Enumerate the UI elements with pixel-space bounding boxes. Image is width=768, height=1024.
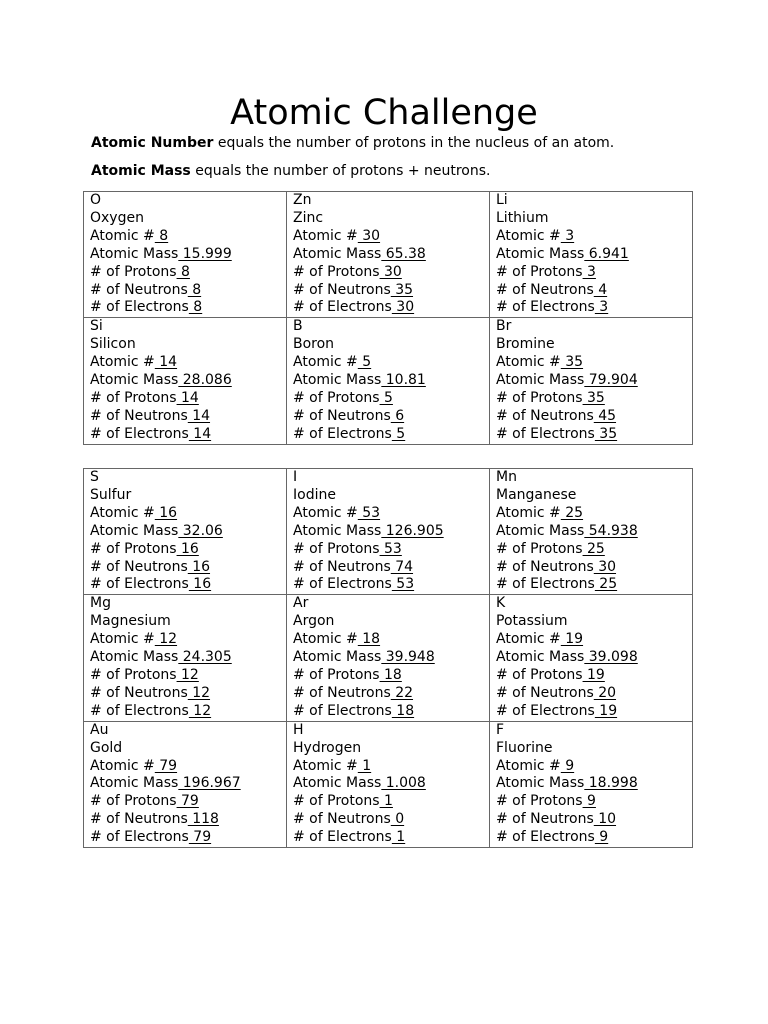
- element-cell: [84, 318, 287, 444]
- electrons-line: [496, 703, 692, 721]
- protons-label: # of Protons: [496, 389, 583, 406]
- protons-value: 79: [176, 793, 199, 810]
- element-symbol: Mg: [90, 595, 111, 612]
- atomic-mass-value: 65.38: [381, 245, 426, 262]
- element-symbol: Br: [496, 318, 512, 335]
- atomic-number-value: 18: [357, 631, 381, 648]
- neutrons-value: 10: [593, 811, 617, 828]
- atomic-number-line: [293, 354, 489, 372]
- neutrons-line: [90, 282, 286, 300]
- electrons-value: 9: [594, 829, 609, 846]
- definition-text: equals the number of protons in the nucleus of an atom.: [213, 135, 615, 151]
- atomic-mass-line: [496, 775, 692, 793]
- neutrons-value: 8: [187, 281, 202, 298]
- atomic-number-value: 25: [560, 504, 584, 521]
- neutrons-value: 4: [593, 281, 608, 298]
- atomic-mass-label: Atomic Mass: [293, 522, 382, 539]
- atomic-mass-line: [90, 775, 286, 793]
- protons-value: 30: [379, 263, 402, 280]
- electrons-line: [90, 426, 286, 444]
- atomic-number-value: 1: [357, 757, 372, 774]
- atomic-number-value: 79: [154, 757, 178, 774]
- atomic-mass-line: [293, 523, 489, 541]
- atomic-mass-label: Atomic Mass: [90, 245, 179, 262]
- element-name: Sulfur: [90, 486, 132, 503]
- element-cell: [84, 595, 287, 721]
- electrons-label: # of Electrons: [496, 576, 595, 593]
- element-symbol: Si: [90, 318, 103, 335]
- neutrons-label: # of Neutrons: [496, 407, 594, 424]
- element-cell: [490, 318, 693, 444]
- protons-label: # of Protons: [496, 263, 583, 280]
- protons-value: 19: [582, 666, 605, 683]
- neutrons-line: [293, 282, 489, 300]
- atomic-number-line: [293, 631, 489, 649]
- neutrons-label: # of Neutrons: [496, 811, 594, 828]
- element-cell: [287, 469, 490, 595]
- protons-label: # of Protons: [293, 389, 380, 406]
- atomic-mass-value: 126.905: [381, 522, 444, 539]
- atomic-number-line: [496, 631, 692, 649]
- electrons-line: [496, 426, 692, 444]
- protons-label: # of Protons: [293, 793, 380, 810]
- electrons-line: [496, 576, 692, 594]
- protons-label: # of Protons: [90, 540, 177, 557]
- electrons-label: # of Electrons: [496, 702, 595, 719]
- protons-line: [90, 667, 286, 685]
- atomic-number-line: [496, 354, 692, 372]
- atomic-number-label: Atomic #: [496, 757, 561, 774]
- definition-atomic-number: [91, 134, 614, 152]
- element-cell: [287, 721, 490, 847]
- atomic-number-line: [496, 228, 692, 246]
- neutrons-value: 22: [390, 684, 414, 701]
- protons-value: 53: [379, 540, 402, 557]
- neutrons-label: # of Neutrons: [496, 558, 594, 575]
- atomic-mass-value: 24.305: [178, 649, 232, 666]
- element-name: Iodine: [293, 486, 336, 503]
- atomic-number-line: [496, 758, 692, 776]
- atomic-number-value: 19: [560, 631, 584, 648]
- neutrons-line: [496, 685, 692, 703]
- protons-label: # of Protons: [293, 666, 380, 683]
- atomic-mass-value: 79.904: [584, 372, 638, 389]
- neutrons-line: [496, 811, 692, 829]
- neutrons-label: # of Neutrons: [496, 684, 594, 701]
- protons-line: [496, 793, 692, 811]
- electrons-label: # of Electrons: [496, 299, 595, 316]
- atomic-number-label: Atomic #: [293, 504, 358, 521]
- electrons-value: 12: [188, 702, 212, 719]
- protons-value: 14: [176, 389, 199, 406]
- electrons-value: 14: [188, 425, 212, 442]
- neutrons-value: 30: [593, 558, 617, 575]
- atomic-mass-value: 196.967: [178, 775, 241, 792]
- electrons-line: [90, 703, 286, 721]
- element-cell: [84, 721, 287, 847]
- atomic-number-value: 8: [154, 227, 169, 244]
- electrons-value: 3: [594, 299, 609, 316]
- atomic-number-label: Atomic #: [496, 504, 561, 521]
- protons-line: [90, 264, 286, 282]
- electrons-value: 18: [391, 702, 415, 719]
- electrons-line: [293, 703, 489, 721]
- atomic-number-label: Atomic #: [496, 354, 561, 371]
- atomic-number-value: 9: [560, 757, 575, 774]
- atomic-number-value: 3: [560, 227, 575, 244]
- atomic-mass-line: [293, 246, 489, 264]
- neutrons-line: [496, 282, 692, 300]
- protons-line: [496, 667, 692, 685]
- electrons-line: [90, 299, 286, 317]
- element-symbol: B: [293, 318, 303, 335]
- atomic-mass-label: Atomic Mass: [293, 775, 382, 792]
- neutrons-line: [496, 559, 692, 577]
- electrons-value: 30: [391, 299, 415, 316]
- electrons-label: # of Electrons: [496, 829, 595, 846]
- electrons-line: [496, 299, 692, 317]
- atomic-mass-line: [293, 649, 489, 667]
- table-row: [84, 318, 693, 444]
- electrons-line: [293, 299, 489, 317]
- electrons-value: 5: [391, 425, 406, 442]
- protons-label: # of Protons: [90, 793, 177, 810]
- neutrons-line: [90, 408, 286, 426]
- element-table-1: [83, 191, 693, 445]
- atomic-mass-label: Atomic Mass: [90, 522, 179, 539]
- protons-line: [293, 264, 489, 282]
- element-cell: [287, 318, 490, 444]
- element-cell: [490, 469, 693, 595]
- table-row: [84, 192, 693, 318]
- electrons-label: # of Electrons: [496, 425, 595, 442]
- protons-line: [496, 390, 692, 408]
- element-symbol: Mn: [496, 469, 517, 485]
- atomic-number-label: Atomic #: [90, 631, 155, 648]
- neutrons-value: 14: [187, 407, 211, 424]
- electrons-value: 1: [391, 829, 406, 846]
- atomic-number-line: [293, 228, 489, 246]
- atomic-mass-line: [496, 523, 692, 541]
- element-symbol: I: [293, 469, 298, 485]
- electrons-label: # of Electrons: [90, 576, 189, 593]
- atomic-mass-line: [90, 246, 286, 264]
- protons-value: 1: [379, 793, 393, 810]
- neutrons-value: 20: [593, 684, 617, 701]
- atomic-number-value: 35: [560, 354, 584, 371]
- atomic-mass-value: 18.998: [584, 775, 638, 792]
- element-symbol: Zn: [293, 192, 312, 208]
- protons-value: 25: [582, 540, 605, 557]
- atomic-mass-line: [496, 649, 692, 667]
- electrons-line: [496, 829, 692, 847]
- atomic-number-line: [293, 758, 489, 776]
- element-symbol: Li: [496, 192, 508, 208]
- protons-line: [293, 793, 489, 811]
- element-name: Magnesium: [90, 613, 171, 630]
- atomic-mass-line: [90, 523, 286, 541]
- protons-line: [496, 264, 692, 282]
- neutrons-label: # of Neutrons: [293, 558, 391, 575]
- element-symbol: H: [293, 721, 304, 738]
- element-symbol: O: [90, 192, 102, 208]
- neutrons-value: 6: [390, 407, 405, 424]
- atomic-mass-line: [293, 372, 489, 390]
- electrons-line: [90, 576, 286, 594]
- atomic-number-label: Atomic #: [90, 227, 155, 244]
- protons-line: [90, 390, 286, 408]
- protons-label: # of Protons: [496, 793, 583, 810]
- electrons-line: [293, 426, 489, 444]
- atomic-mass-label: Atomic Mass: [496, 649, 585, 666]
- atomic-number-line: [90, 354, 286, 372]
- neutrons-label: # of Neutrons: [90, 281, 188, 298]
- electrons-label: # of Electrons: [293, 702, 392, 719]
- element-name: Manganese: [496, 486, 577, 503]
- element-cell: [490, 192, 693, 318]
- atomic-mass-label: Atomic Mass: [293, 245, 382, 262]
- atomic-number-line: [90, 505, 286, 523]
- protons-label: # of Protons: [293, 540, 380, 557]
- protons-line: [496, 541, 692, 559]
- atomic-mass-line: [496, 246, 692, 264]
- protons-value: 16: [176, 540, 199, 557]
- electrons-label: # of Electrons: [90, 702, 189, 719]
- electrons-label: # of Electrons: [293, 829, 392, 846]
- atomic-number-label: Atomic #: [90, 504, 155, 521]
- atomic-mass-label: Atomic Mass: [496, 245, 585, 262]
- atomic-number-label: Atomic #: [293, 354, 358, 371]
- neutrons-line: [293, 559, 489, 577]
- neutrons-label: # of Neutrons: [90, 811, 188, 828]
- neutrons-line: [90, 811, 286, 829]
- protons-value: 35: [582, 389, 605, 406]
- atomic-mass-label: Atomic Mass: [496, 775, 585, 792]
- definition-term: Atomic Mass: [91, 163, 191, 179]
- atomic-mass-line: [90, 372, 286, 390]
- definition-atomic-mass: [91, 162, 490, 180]
- atomic-mass-line: [293, 775, 489, 793]
- neutrons-value: 35: [390, 281, 414, 298]
- atomic-mass-value: 28.086: [178, 372, 232, 389]
- electrons-value: 53: [391, 576, 415, 593]
- atomic-number-value: 14: [154, 354, 178, 371]
- protons-line: [90, 793, 286, 811]
- neutrons-label: # of Neutrons: [496, 281, 594, 298]
- element-symbol: F: [496, 721, 505, 738]
- element-name: Gold: [90, 739, 123, 756]
- electrons-value: 8: [188, 299, 203, 316]
- neutrons-label: # of Neutrons: [293, 281, 391, 298]
- element-symbol: K: [496, 595, 506, 612]
- atomic-mass-label: Atomic Mass: [293, 372, 382, 389]
- atomic-number-line: [293, 505, 489, 523]
- element-cell: [287, 595, 490, 721]
- atomic-number-value: 53: [357, 504, 381, 521]
- protons-value: 3: [582, 263, 596, 280]
- element-name: Oxygen: [90, 209, 144, 226]
- atomic-mass-value: 39.948: [381, 649, 435, 666]
- neutrons-label: # of Neutrons: [90, 558, 188, 575]
- atomic-number-value: 30: [357, 227, 381, 244]
- electrons-label: # of Electrons: [90, 425, 189, 442]
- protons-value: 8: [176, 263, 190, 280]
- protons-line: [293, 667, 489, 685]
- element-symbol: S: [90, 469, 99, 485]
- atomic-number-label: Atomic #: [90, 354, 155, 371]
- protons-line: [293, 390, 489, 408]
- atomic-number-line: [90, 758, 286, 776]
- page-title: Atomic Challenge: [230, 93, 538, 133]
- atomic-mass-label: Atomic Mass: [90, 775, 179, 792]
- atomic-mass-label: Atomic Mass: [90, 649, 179, 666]
- atomic-mass-label: Atomic Mass: [293, 649, 382, 666]
- neutrons-label: # of Neutrons: [90, 684, 188, 701]
- atomic-mass-value: 32.06: [178, 522, 223, 539]
- protons-value: 12: [176, 666, 199, 683]
- protons-value: 5: [379, 389, 393, 406]
- neutrons-value: 0: [390, 811, 405, 828]
- atomic-number-label: Atomic #: [496, 631, 561, 648]
- electrons-value: 16: [188, 576, 212, 593]
- element-name: Bromine: [496, 336, 555, 353]
- protons-value: 9: [582, 793, 596, 810]
- neutrons-value: 118: [187, 811, 219, 828]
- atomic-number-label: Atomic #: [293, 631, 358, 648]
- protons-line: [90, 541, 286, 559]
- neutrons-value: 12: [187, 684, 211, 701]
- table-row: [84, 721, 693, 847]
- neutrons-value: 16: [187, 558, 211, 575]
- protons-label: # of Protons: [90, 389, 177, 406]
- definition-text: equals the number of protons + neutrons.: [190, 163, 491, 179]
- atomic-number-value: 16: [154, 504, 178, 521]
- element-cell: [84, 469, 287, 595]
- element-name: Zinc: [293, 209, 324, 226]
- protons-label: # of Protons: [496, 666, 583, 683]
- neutrons-line: [496, 408, 692, 426]
- neutrons-value: 74: [390, 558, 414, 575]
- protons-value: 18: [379, 666, 402, 683]
- element-name: Potassium: [496, 613, 568, 630]
- electrons-label: # of Electrons: [90, 299, 189, 316]
- neutrons-label: # of Neutrons: [293, 811, 391, 828]
- electrons-label: # of Electrons: [293, 425, 392, 442]
- atomic-number-value: 5: [357, 354, 372, 371]
- protons-label: # of Protons: [293, 263, 380, 280]
- neutrons-line: [293, 811, 489, 829]
- element-cell: [490, 721, 693, 847]
- element-cell: [287, 192, 490, 318]
- atomic-mass-label: Atomic Mass: [496, 372, 585, 389]
- element-name: Lithium: [496, 209, 549, 226]
- atomic-number-line: [90, 631, 286, 649]
- protons-label: # of Protons: [496, 540, 583, 557]
- atomic-number-line: [496, 505, 692, 523]
- atomic-mass-value: 39.098: [584, 649, 638, 666]
- atomic-mass-label: Atomic Mass: [496, 522, 585, 539]
- element-symbol: Ar: [293, 595, 309, 612]
- atomic-number-label: Atomic #: [496, 227, 561, 244]
- protons-label: # of Protons: [90, 666, 177, 683]
- protons-line: [293, 541, 489, 559]
- atomic-mass-line: [496, 372, 692, 390]
- atomic-number-label: Atomic #: [90, 757, 155, 774]
- neutrons-label: # of Neutrons: [293, 407, 391, 424]
- atomic-mass-value: 6.941: [584, 245, 629, 262]
- atomic-number-line: [90, 228, 286, 246]
- neutrons-label: # of Neutrons: [293, 684, 391, 701]
- neutrons-label: # of Neutrons: [90, 407, 188, 424]
- element-table-2: [83, 468, 693, 848]
- atomic-mass-value: 10.81: [381, 372, 426, 389]
- element-name: Argon: [293, 613, 335, 630]
- electrons-label: # of Electrons: [293, 299, 392, 316]
- element-cell: [490, 595, 693, 721]
- atomic-mass-line: [90, 649, 286, 667]
- electrons-line: [293, 576, 489, 594]
- element-name: Boron: [293, 336, 335, 353]
- atomic-number-value: 12: [154, 631, 178, 648]
- element-name: Fluorine: [496, 739, 553, 756]
- neutrons-line: [293, 685, 489, 703]
- electrons-value: 79: [188, 829, 212, 846]
- atomic-number-label: Atomic #: [293, 757, 358, 774]
- neutrons-line: [90, 559, 286, 577]
- element-name: Hydrogen: [293, 739, 362, 756]
- table-row: [84, 595, 693, 721]
- neutrons-line: [293, 408, 489, 426]
- atomic-mass-value: 1.008: [381, 775, 426, 792]
- neutrons-line: [90, 685, 286, 703]
- electrons-value: 25: [594, 576, 618, 593]
- atomic-mass-value: 54.938: [584, 522, 638, 539]
- element-name: Silicon: [90, 336, 136, 353]
- electrons-line: [90, 829, 286, 847]
- electrons-value: 35: [594, 425, 618, 442]
- element-cell: [84, 192, 287, 318]
- definition-term: Atomic Number: [91, 135, 214, 151]
- neutrons-value: 45: [593, 407, 617, 424]
- table-row: [84, 469, 693, 595]
- atomic-number-label: Atomic #: [293, 227, 358, 244]
- atomic-mass-label: Atomic Mass: [90, 372, 179, 389]
- electrons-line: [293, 829, 489, 847]
- electrons-label: # of Electrons: [293, 576, 392, 593]
- electrons-label: # of Electrons: [90, 829, 189, 846]
- atomic-mass-value: 15.999: [178, 245, 232, 262]
- protons-label: # of Protons: [90, 263, 177, 280]
- electrons-value: 19: [594, 702, 618, 719]
- element-symbol: Au: [90, 721, 109, 738]
